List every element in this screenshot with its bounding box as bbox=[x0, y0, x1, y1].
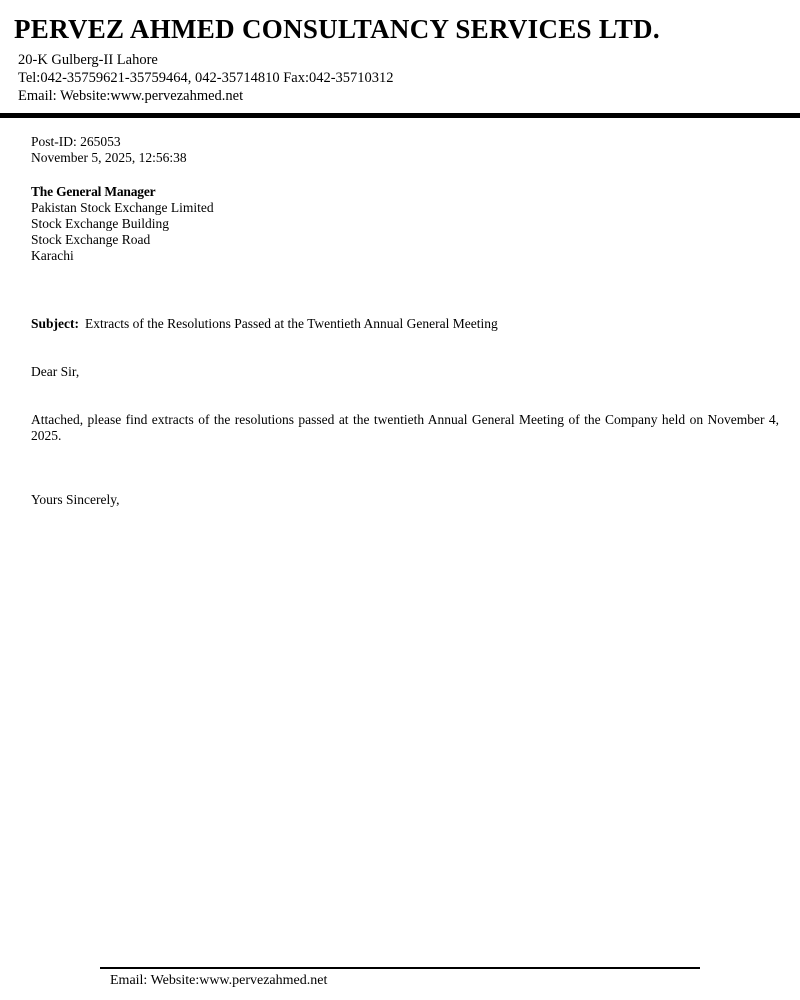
closing: Yours Sincerely, bbox=[31, 492, 120, 507]
recipient-line-company: Pakistan Stock Exchange Limited bbox=[31, 200, 214, 215]
recipient-block bbox=[31, 184, 779, 264]
recipient-line-building: Stock Exchange Building bbox=[31, 216, 169, 231]
subject-line bbox=[31, 316, 779, 332]
letter-meta bbox=[31, 134, 779, 166]
date-time: November 5, 2025, 12:56:38 bbox=[31, 150, 187, 165]
company-email: Email: Website:www.pervezahmed.net bbox=[18, 88, 244, 104]
salutation: Dear Sir, bbox=[31, 364, 80, 379]
company-name: PERVEZ AHMED CONSULTANCY SERVICES LTD. bbox=[14, 14, 660, 44]
body-paragraph: Attached, please find extracts of the resolutions passed at the twentieth Annual General Meeting of the Company held on November 4, 2025. bbox=[31, 412, 779, 443]
letterhead bbox=[0, 0, 800, 105]
company-phone: Tel:042-35759621-35759464, 042-35714810 Fax:042-35710312 bbox=[18, 70, 394, 86]
letter-content bbox=[0, 118, 800, 508]
post-id: Post-ID: 265053 bbox=[31, 134, 121, 149]
recipient-line-city: Karachi bbox=[31, 248, 74, 263]
subject-text: Extracts of the Resolutions Passed at the Twentieth Annual General Meeting bbox=[85, 316, 498, 331]
footer-email: Email: Website:www.pervezahmed.net bbox=[110, 973, 328, 988]
subject-label: Subject: bbox=[31, 316, 79, 331]
recipient-title: The General Manager bbox=[31, 184, 156, 199]
recipient-line-road: Stock Exchange Road bbox=[31, 232, 151, 247]
company-address: 20-K Gulberg-II Lahore bbox=[18, 52, 158, 68]
footer-divider bbox=[100, 967, 700, 969]
